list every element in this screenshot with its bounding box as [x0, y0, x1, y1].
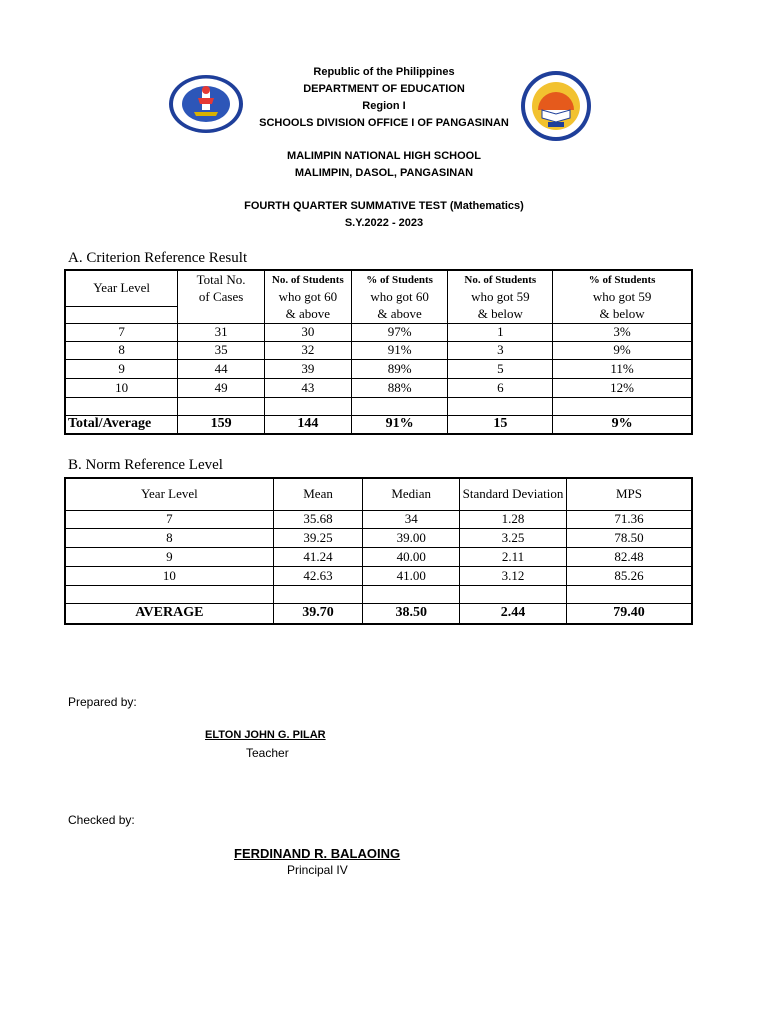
criterion-title: A. Criterion Reference Result — [68, 250, 248, 266]
deped-seal-icon — [168, 74, 244, 134]
table-row — [65, 323, 692, 341]
average-mean: 39.70 — [273, 603, 363, 624]
average-row — [65, 603, 692, 624]
cell-pct60: 89% — [351, 359, 448, 378]
cell-total: 49 — [178, 378, 265, 397]
col-pct59-line3: & below — [553, 306, 692, 323]
cell-no60: 32 — [264, 341, 351, 359]
cell-pct60: 91% — [351, 341, 448, 359]
cell-mean: 42.63 — [273, 566, 363, 585]
col-no60-line3: & above — [264, 306, 351, 323]
col-total-line2: of Cases — [178, 288, 265, 306]
col-sd: Standard Deviation — [460, 478, 567, 510]
average-median: 38.50 — [363, 603, 460, 624]
cell-sd: 2.11 — [460, 547, 567, 566]
average-mps: 79.40 — [567, 603, 692, 624]
cell-total: 35 — [178, 341, 265, 359]
cell-total: 44 — [178, 359, 265, 378]
col-no60-line1: No. of Students — [264, 270, 351, 288]
checked-by-name: FERDINAND R. BALAOING — [234, 846, 401, 861]
col-no59-line2: who got 59 — [448, 288, 553, 306]
cell-year: 9 — [65, 547, 273, 566]
total-pct59: 9% — [553, 415, 692, 434]
total-no60: 144 — [264, 415, 351, 434]
norm-table — [64, 477, 693, 625]
checked-by-role: Principal IV — [287, 863, 348, 877]
table-row — [65, 528, 692, 547]
cell-year: 7 — [65, 510, 273, 528]
col-no59-line3: & below — [448, 306, 553, 323]
col-mean: Mean — [273, 478, 363, 510]
cell-median: 34 — [363, 510, 460, 528]
col-total-line1: Total No. — [178, 270, 265, 288]
total-cases: 159 — [178, 415, 265, 434]
table-row — [65, 378, 692, 397]
cell-year: 10 — [65, 566, 273, 585]
prepared-by-name: ELTON JOHN G. PILAR — [205, 729, 326, 741]
cell-pct59: 9% — [553, 341, 692, 359]
cell-year: 8 — [65, 341, 178, 359]
col-pct59-line1: % of Students — [553, 270, 692, 288]
division-seal-icon — [520, 70, 592, 142]
average-label: AVERAGE — [65, 603, 273, 624]
col-mps: MPS — [567, 478, 692, 510]
cell-sd: 3.25 — [460, 528, 567, 547]
cell-mps: 78.50 — [567, 528, 692, 547]
col-pct60-line3: & above — [351, 306, 448, 323]
cell-pct60: 88% — [351, 378, 448, 397]
cell-median: 41.00 — [363, 566, 460, 585]
header-school: MALIMPIN NATIONAL HIGH SCHOOL — [287, 150, 481, 162]
col-no59-line1: No. of Students — [448, 270, 553, 288]
cell-no60: 39 — [264, 359, 351, 378]
col-pct59-line2: who got 59 — [553, 288, 692, 306]
cell-no59: 3 — [448, 341, 553, 359]
cell-mps: 82.48 — [567, 547, 692, 566]
header-division: SCHOOLS DIVISION OFFICE I OF PANGASINAN — [259, 117, 509, 129]
cell-mean: 35.68 — [273, 510, 363, 528]
cell-mean: 39.25 — [273, 528, 363, 547]
cell-sd: 1.28 — [460, 510, 567, 528]
table-row — [65, 510, 692, 528]
table-row — [65, 547, 692, 566]
cell-no60: 30 — [264, 323, 351, 341]
table-row-blank — [65, 397, 692, 415]
total-no59: 15 — [448, 415, 553, 434]
cell-median: 39.00 — [363, 528, 460, 547]
cell-no60: 43 — [264, 378, 351, 397]
cell-year: 10 — [65, 378, 178, 397]
total-label: Total/Average — [65, 415, 178, 434]
col-year-level: Year Level — [65, 478, 273, 510]
cell-year: 9 — [65, 359, 178, 378]
cell-mps: 71.36 — [567, 510, 692, 528]
header-department: DEPARTMENT OF EDUCATION — [303, 83, 465, 95]
header-blank — [65, 306, 178, 323]
cell-sd: 3.12 — [460, 566, 567, 585]
cell-year: 7 — [65, 323, 178, 341]
document-header — [0, 64, 768, 232]
average-sd: 2.44 — [460, 603, 567, 624]
total-pct60: 91% — [351, 415, 448, 434]
header-address: MALIMPIN, DASOL, PANGASINAN — [294, 167, 474, 179]
cell-median: 40.00 — [363, 547, 460, 566]
norm-title: B. Norm Reference Level — [68, 457, 223, 473]
header-region: Region I — [362, 100, 406, 112]
cell-pct59: 3% — [553, 323, 692, 341]
col-year-level: Year Level — [65, 270, 178, 306]
cell-pct59: 12% — [553, 378, 692, 397]
cell-total: 31 — [178, 323, 265, 341]
prepared-by-label: Prepared by: — [68, 695, 137, 709]
prepared-by-role: Teacher — [246, 746, 289, 760]
table-row-blank — [65, 585, 692, 603]
table-row — [65, 341, 692, 359]
table-row — [65, 566, 692, 585]
cell-pct59: 11% — [553, 359, 692, 378]
checked-by-label: Checked by: — [68, 813, 135, 827]
col-total-line3 — [178, 306, 265, 323]
cell-mean: 41.24 — [273, 547, 363, 566]
col-pct60-line2: who got 60 — [351, 288, 448, 306]
total-row — [65, 415, 692, 434]
header-sy: S.Y.2022 - 2023 — [344, 217, 424, 229]
cell-no59: 1 — [448, 323, 553, 341]
header-test: FOURTH QUARTER SUMMATIVE TEST (Mathematics) — [244, 200, 524, 212]
col-no60-line2: who got 60 — [264, 288, 351, 306]
cell-year: 8 — [65, 528, 273, 547]
col-pct60-line1: % of Students — [351, 270, 448, 288]
cell-pct60: 97% — [351, 323, 448, 341]
cell-no59: 5 — [448, 359, 553, 378]
header-republic: Republic of the Philippines — [313, 66, 455, 78]
col-median: Median — [363, 478, 460, 510]
criterion-table — [64, 269, 693, 435]
cell-no59: 6 — [448, 378, 553, 397]
cell-mps: 85.26 — [567, 566, 692, 585]
table-row — [65, 359, 692, 378]
